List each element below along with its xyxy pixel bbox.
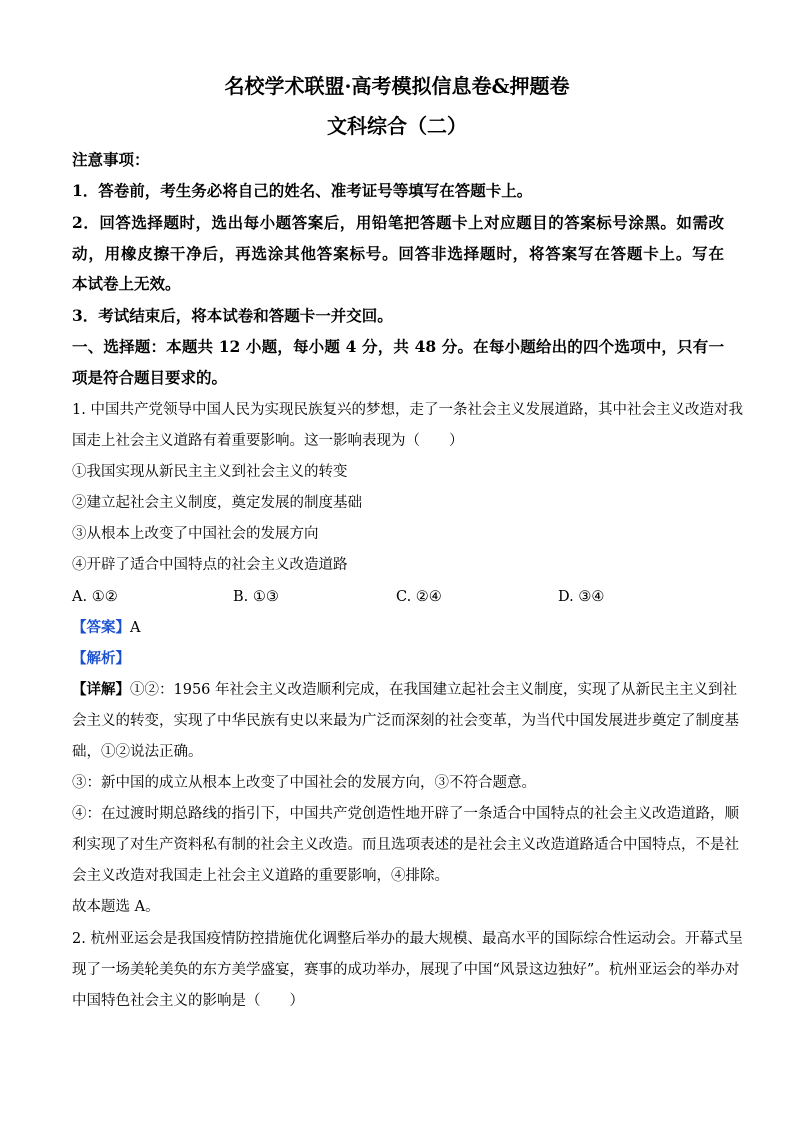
question-1-analysis bbox=[72, 649, 724, 669]
question-1-option-c: C. ②④ bbox=[396, 589, 442, 605]
question-1-statement-2: ②建立起社会主义制度，奠定发展的制度基础 bbox=[72, 495, 362, 511]
question-1-detail-line-4: ③：新中国的成立从根本上改变了中国社会的发展方向，③不符合题意。 bbox=[72, 775, 536, 791]
question-1-stem-line-2: 国走上社会主义道路有着重要影响。这一影响表现为（ ） bbox=[72, 433, 464, 449]
question-1-statement-1: ①我国实现从新民主主义到社会主义的转变 bbox=[72, 464, 348, 480]
question-1-statement-3: ③从根本上改变了中国社会的发展方向 bbox=[72, 526, 319, 542]
question-1-statement-4: ④开辟了适合中国特点的社会主义改造道路 bbox=[72, 557, 348, 573]
analysis-tag: 【解析】 bbox=[72, 650, 130, 667]
notice-item-3: 3．考试结束后，将本试卷和答题卡一并交回。 bbox=[72, 306, 393, 325]
question-1-conclusion: 故本题选 A。 bbox=[72, 899, 160, 915]
detail-tag: 【详解】 bbox=[72, 681, 130, 698]
question-1-detail-line-5: ④：在过渡时期总路线的指引下，中国共产党创造性地开辟了一条适合中国特点的社会主义改造道路，顺 bbox=[72, 806, 739, 822]
question-2-stem-line-1: 2. 杭州亚运会是我国疫情防控措施优化调整后举办的最大规模、最高水平的国际综合性运动会。开幕式呈 bbox=[72, 931, 743, 947]
notice-heading: 注意事项： bbox=[72, 150, 150, 169]
notice-item-1: 1．答卷前，考生务必将自己的姓名、准考证号等填写在答题卡上。 bbox=[72, 181, 533, 200]
page-title: 名校学术联盟·高考模拟信息卷&押题卷 bbox=[224, 74, 570, 98]
question-1-stem-line-1: 1. 中国共产党领导中国人民为实现民族复兴的梦想，走了一条社会主义发展道路，其中社会主义改造对我 bbox=[72, 402, 743, 418]
question-1-detail-line-3: 础，①②说法正确。 bbox=[72, 744, 203, 760]
question-1-detail-line-7: 会主义改造对我国走上社会主义道路的重要影响，④排除。 bbox=[72, 868, 449, 884]
section-heading-line-2: 项是符合题目要求的。 bbox=[72, 368, 228, 387]
question-1-option-d: D. ③④ bbox=[558, 589, 605, 605]
answer-value: A bbox=[130, 620, 141, 636]
notice-item-2-line-3: 本试卷上无效。 bbox=[72, 274, 181, 293]
question-1-answer bbox=[72, 618, 724, 638]
answer-tag: 【答案】 bbox=[72, 619, 130, 636]
question-1-option-a: A. ①② bbox=[72, 589, 118, 605]
question-2-stem-line-2: 现了一场美轮美奂的东方美学盛宴，赛事的成功举办，展现了中国“风景这边独好”。杭州亚运会的举办对 bbox=[72, 962, 740, 978]
question-1-option-b: B. ①③ bbox=[233, 589, 279, 605]
question-1-detail-line-6: 利实现了对生产资料私有制的社会主义改造。而且选项表述的是社会主义改造道路适合中国特点，不是社 bbox=[72, 837, 739, 853]
question-2-stem-line-3: 中国特色社会主义的影响是（ ） bbox=[72, 993, 304, 1009]
notice-item-2-line-1: 2．回答选择题时，选出每小题答案后，用铅笔把答题卡上对应题目的答案标号涂黑。如需改 bbox=[72, 213, 724, 232]
question-1-detail-line-1 bbox=[72, 680, 738, 700]
question-1-detail-line-2: 会主义的转变，实现了中华民族有史以来最为广泛而深刻的社会变革，为当代中国发展进步奠定了制度基 bbox=[72, 713, 739, 729]
notice-item-2-line-2: 动，用橡皮擦干净后，再选涂其他答案标号。回答非选择题时，将答案写在答题卡上。写在 bbox=[72, 244, 724, 263]
detail-text: ①②：1956 年社会主义改造顺利完成，在我国建立起社会主义制度，实现了从新民主主义到社 bbox=[130, 682, 738, 698]
page-subtitle: 文科综合（二） bbox=[327, 114, 467, 138]
section-heading-line-1: 一、选择题：本题共 12 小题，每小题 4 分，共 48 分。在每小题给出的四个选项中，只有一 bbox=[72, 337, 724, 356]
